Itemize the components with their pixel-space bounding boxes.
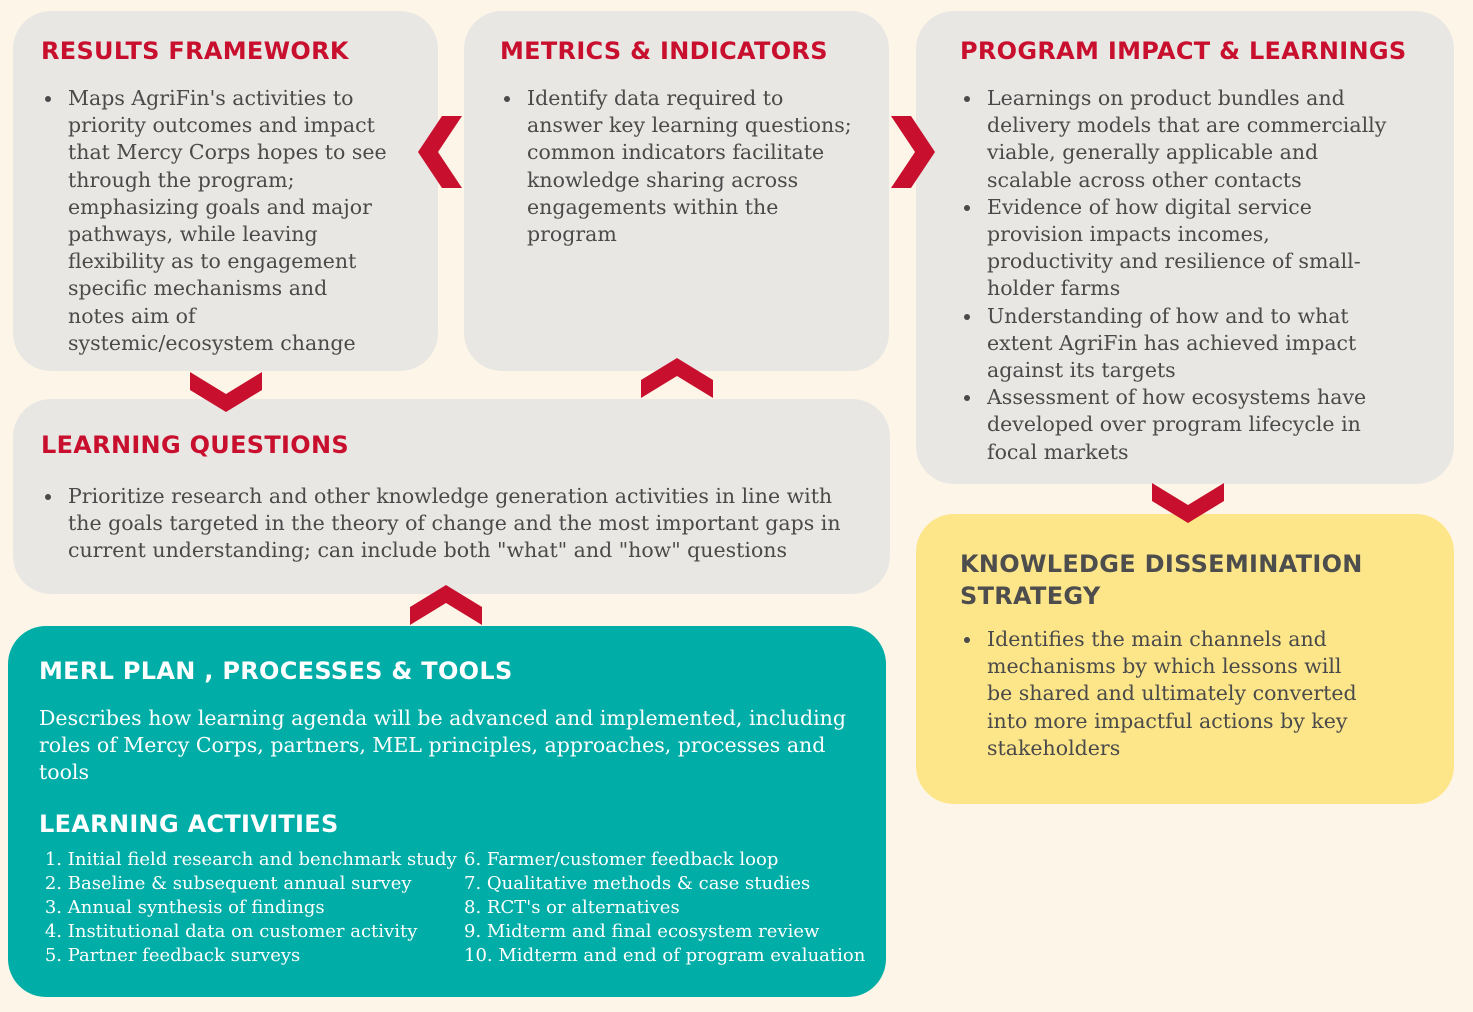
- results-framework-list: [40, 85, 390, 357]
- learning-activities-list-left: [44, 848, 457, 968]
- list-item: [44, 896, 457, 920]
- chevron-up-icon: [408, 583, 484, 627]
- merl-plan-description: Describes how learning agenda will be advanced and implemented, including roles of Mercy Corps, partners, MEL principles, approaches, processes and tools: [39, 706, 846, 784]
- metrics-indicators-list: [499, 85, 859, 248]
- program-impact-title: PROGRAM IMPACT & LEARNINGS: [960, 37, 1407, 65]
- list-item: [464, 896, 865, 920]
- chevron-left-icon: [418, 114, 464, 190]
- list-item: Assessment of how ecosystems have developed over program lifecycle in focal markets: [959, 384, 1399, 466]
- results-framework-card: [13, 11, 438, 371]
- knowledge-dissemination-title-line2: STRATEGY: [960, 582, 1101, 610]
- list-item-text: Midterm and final ecosystem review: [486, 921, 820, 942]
- learning-questions-title: LEARNING QUESTIONS: [41, 431, 349, 459]
- knowledge-dissemination-title-line1: KNOWLEDGE DISSEMINATION: [960, 550, 1363, 578]
- list-item-text: Institutional data on customer activity: [67, 921, 418, 942]
- list-item-number: 9.: [464, 921, 482, 942]
- list-item: Learnings on product bundles and delivery models that are commercially viable, generally applicable and scalable across other contacts: [959, 85, 1399, 194]
- merl-plan-title: MERL PLAN , PROCESSES & TOOLS: [39, 657, 513, 685]
- list-item: Identify data required to answer key learning questions; common indicators facilitate knowledge sharing across engagements within the program: [499, 85, 859, 248]
- learning-activities-list-right: [464, 848, 865, 968]
- program-impact-list: [959, 85, 1399, 466]
- chevron-right-icon: [889, 114, 935, 190]
- list-item: [464, 872, 865, 896]
- list-item: Maps AgriFin's activities to priority outcomes and impact that Mercy Corps hopes to see through the program; emphasizing goals and major pathways, while leaving flexibility as to engagement specific mechanisms and notes aim of systemic/ecosystem change: [40, 85, 390, 357]
- metrics-indicators-card: [464, 11, 889, 371]
- list-item: [44, 920, 457, 944]
- list-item-number: 5.: [44, 945, 62, 966]
- knowledge-dissemination-title: [960, 548, 1363, 612]
- list-item-text: Qualitative methods & case studies: [486, 873, 811, 894]
- list-item: [44, 872, 457, 896]
- list-item-text: Initial field research and benchmark study: [67, 849, 457, 870]
- list-item: Evidence of how digital service provision impacts incomes, productivity and resilience of small-holder farms: [959, 194, 1399, 303]
- metrics-indicators-title: METRICS & INDICATORS: [500, 37, 828, 65]
- merl-plan-card: [8, 626, 886, 997]
- chevron-down-icon: [1150, 481, 1226, 525]
- list-item-number: 2.: [44, 873, 62, 894]
- list-item-text: RCT's or alternatives: [486, 897, 680, 918]
- list-item: Understanding of how and to what extent AgriFin has achieved impact against its targets: [959, 303, 1399, 385]
- list-item-number: 8.: [464, 897, 482, 918]
- learning-activities-title: LEARNING ACTIVITIES: [39, 810, 339, 838]
- list-item: [44, 848, 457, 872]
- chevron-down-icon: [188, 370, 264, 414]
- list-item-number: 10.: [464, 945, 493, 966]
- list-item: [464, 944, 865, 968]
- list-item-number: 7.: [464, 873, 482, 894]
- results-framework-title: RESULTS FRAMEWORK: [41, 37, 349, 65]
- list-item-text: Partner feedback surveys: [67, 945, 301, 966]
- knowledge-dissemination-list: [959, 626, 1359, 762]
- list-item-number: 1.: [44, 849, 62, 870]
- knowledge-dissemination-card: [916, 514, 1454, 804]
- list-item-number: 3.: [44, 897, 62, 918]
- list-item-text: Baseline & subsequent annual survey: [67, 873, 412, 894]
- list-item: Identifies the main channels and mechanisms by which lessons will be shared and ultimately converted into more impactful actions by key stakeholders: [959, 626, 1359, 762]
- list-item-text: Annual synthesis of findings: [67, 897, 325, 918]
- list-item-text: Farmer/customer feedback loop: [486, 849, 779, 870]
- learning-questions-list: [40, 483, 850, 565]
- list-item-text: Midterm and end of program evaluation: [498, 945, 866, 966]
- list-item: [464, 920, 865, 944]
- program-impact-card: [916, 11, 1454, 484]
- chevron-up-icon: [639, 356, 715, 400]
- list-item-number: 6.: [464, 849, 482, 870]
- list-item-number: 4.: [44, 921, 62, 942]
- list-item: [464, 848, 865, 872]
- learning-questions-card: [13, 399, 890, 594]
- list-item: Prioritize research and other knowledge generation activities in line with the goals targeted in the theory of change and the most important gaps in current understanding; can include both "what" and "how" questions: [40, 483, 850, 565]
- list-item: [44, 944, 457, 968]
